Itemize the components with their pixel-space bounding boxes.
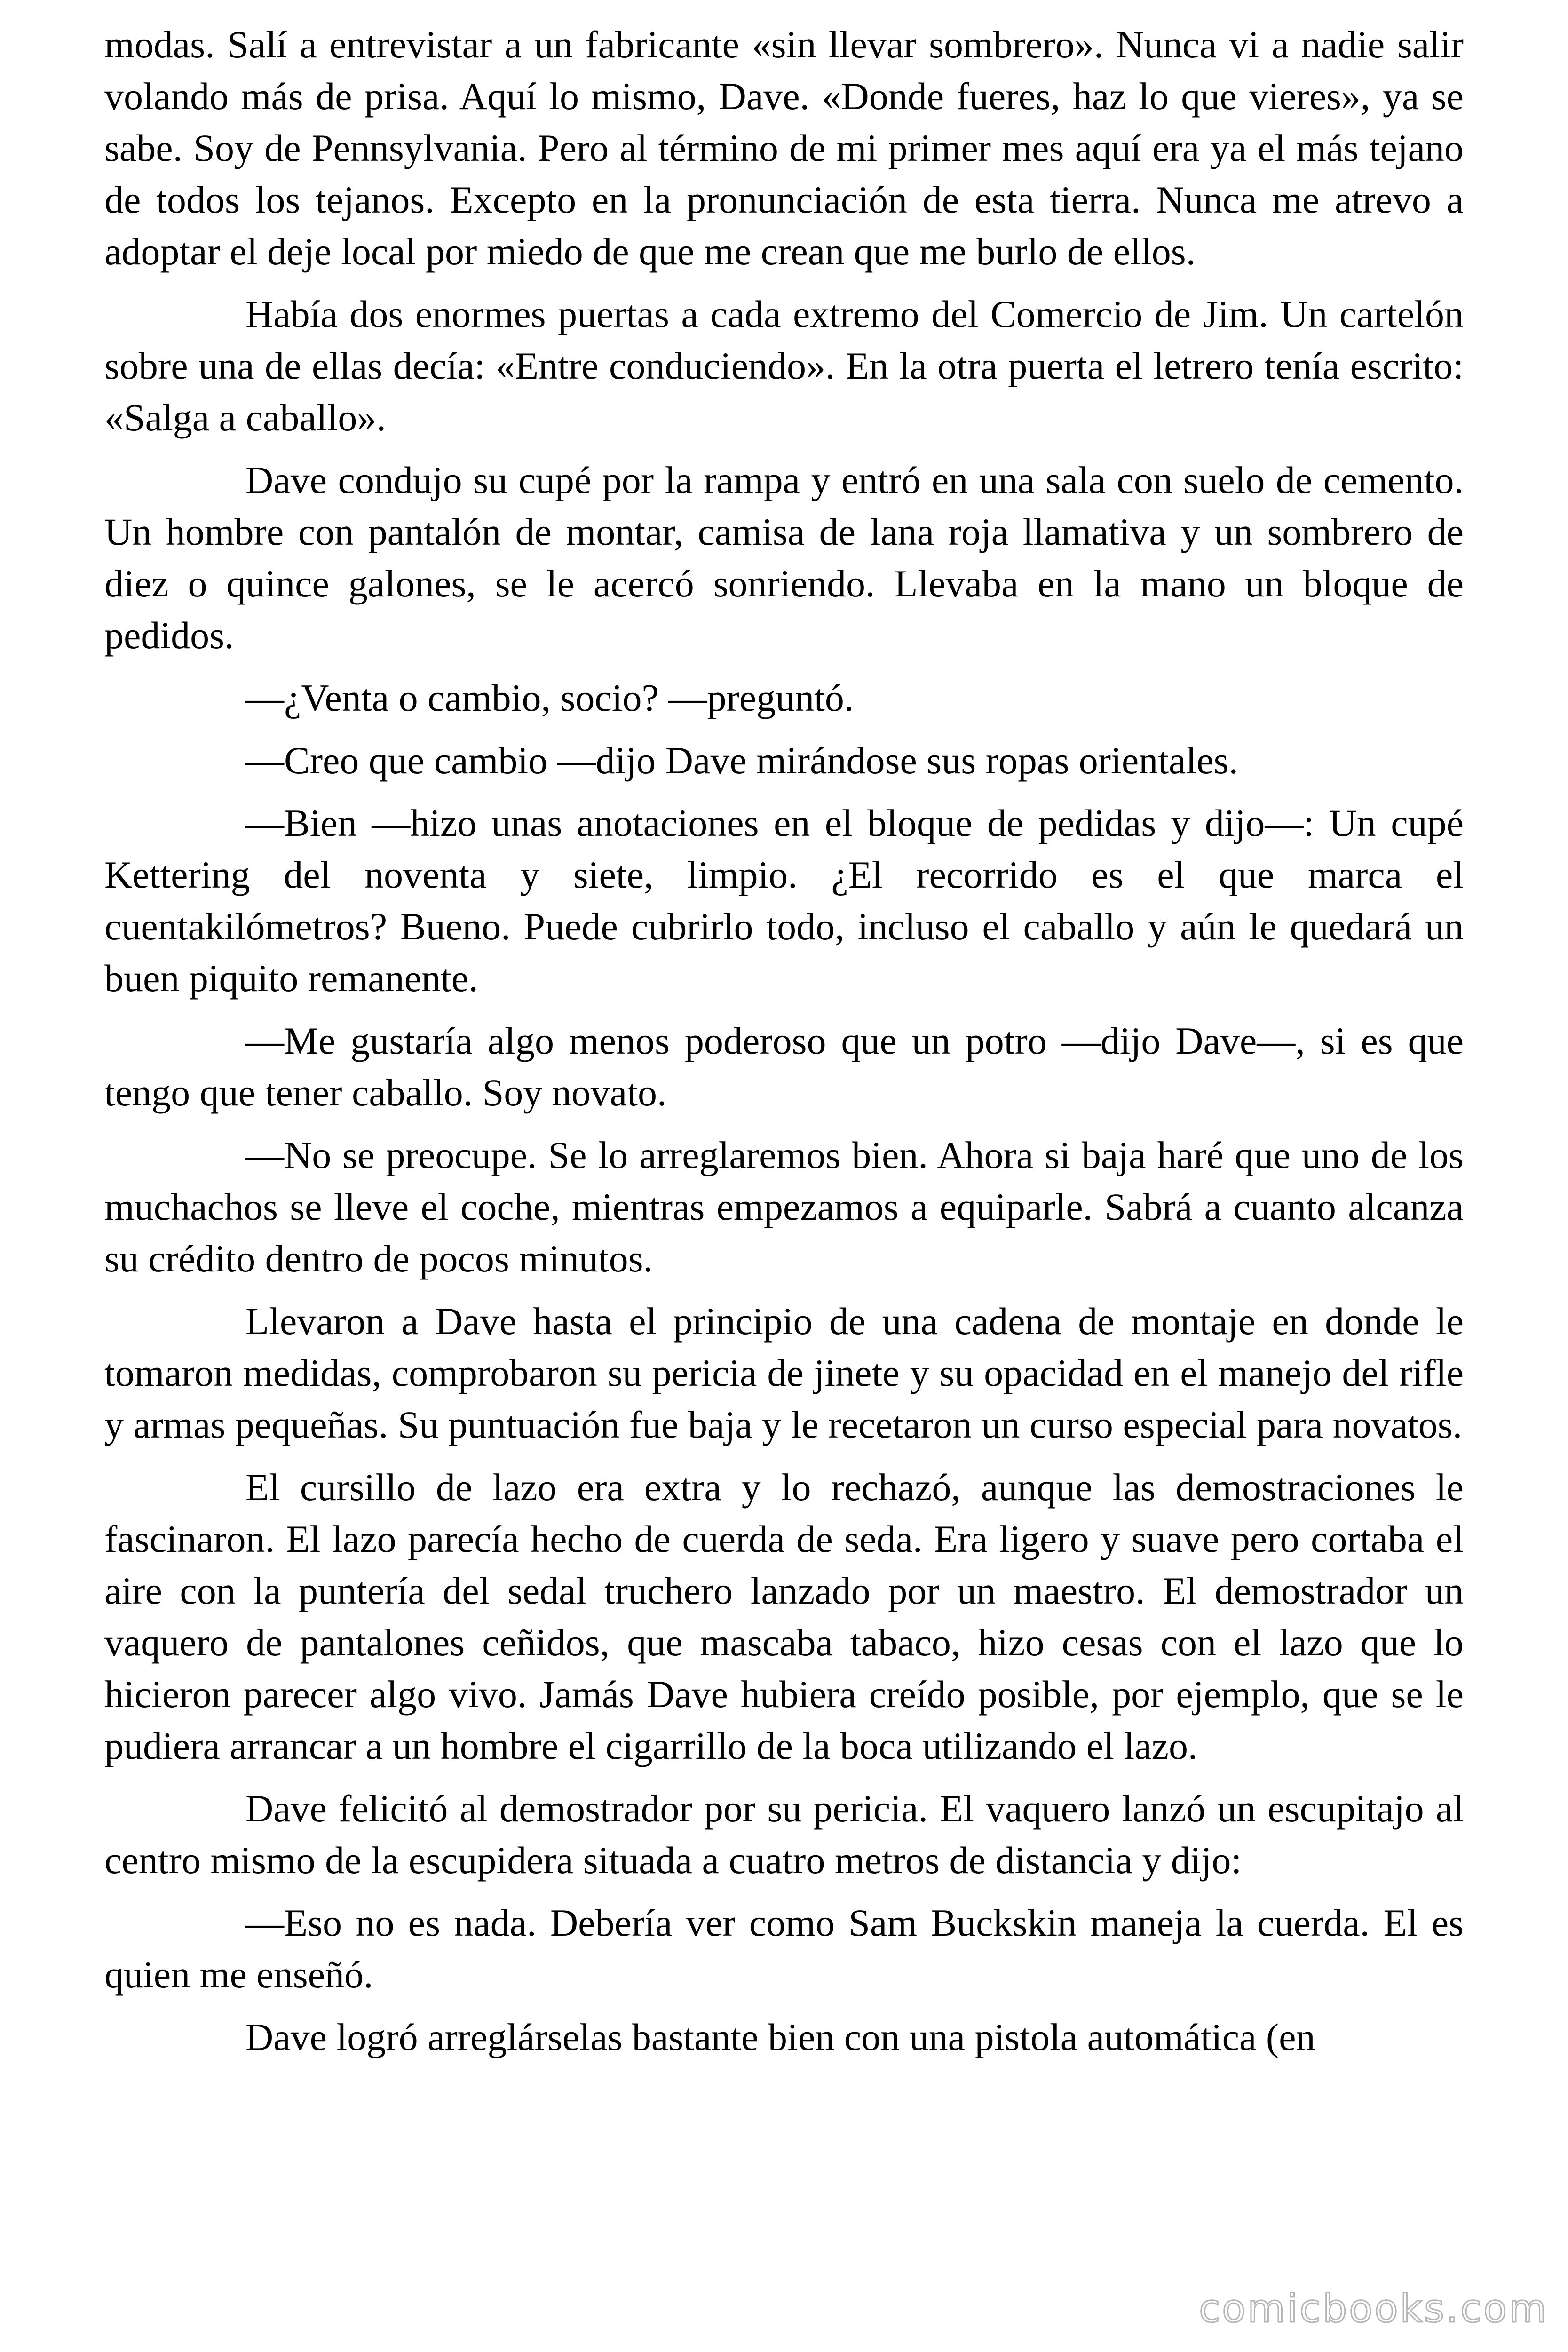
book-page	[104, 19, 1464, 2074]
paragraph-10: El cursillo de lazo era extra y lo rechazó, aunque las demostraciones le fascinaron. El lazo parecía hecho de cuerda de seda. Era ligero y suave pero cortaba el aire con la puntería del sedal truchero lanzado por un maestro. El demostrador un vaquero de pantalones ceñidos, que mascaba tabaco, hizo cesas con el lazo que lo hicieron parecer algo vivo. Jamás Dave hubiera creído posible, por ejemplo, que se le pudiera arrancar a un hombre el cigarrillo de la boca utilizando el lazo.	[104, 1466, 1464, 1767]
paragraph-4: —¿Venta o cambio, socio? —preguntó.	[245, 676, 854, 719]
paragraph-9: Llevaron a Dave hasta el principio de una cadena de montaje en donde le tomaron medidas, comprobaron su pericia de jinete y su opacidad en el manejo del rifle y armas pequeñas. Su puntuación fue baja y le recetaron un curso especial para novatos.	[104, 1300, 1464, 1446]
paragraph-3: Dave condujo su cupé por la rampa y entró en una sala con suelo de cemento. Un hombre con pantalón de montar, camisa de lana roja llamativa y un sombrero de diez o quince galones, se le acercó sonriendo. Llevaba en la mano un bloque de pedidos.	[104, 459, 1464, 657]
paragraph-13: Dave logró arreglárselas bastante bien con una pistola automática (en	[245, 2016, 1315, 2058]
paragraph-1: modas. Salí a entrevistar a un fabricante «sin llevar sombrero». Nunca vi a nadie salir volando más de prisa. Aquí lo mismo, Dave. «Donde fueres, haz lo que vieres», ya se sabe. Soy de Pennsylvania. Pero al término de mi primer mes aquí era ya el más tejano de todos los tejanos. Excepto en la pronunciación de esta tierra. Nunca me atrevo a adoptar el deje local por miedo de que me crean que me burlo de ellos.	[104, 23, 1464, 273]
paragraph-8: —No se preocupe. Se lo arreglaremos bien. Ahora si baja haré que uno de los muchachos se lleve el coche, mientras empezamos a equiparle. Sabrá a cuanto alcanza su crédito dentro de pocos minutos.	[104, 1134, 1464, 1280]
paragraph-5: —Creo que cambio —dijo Dave mirándose sus ropas orientales.	[245, 739, 1238, 782]
paragraph-6: —Bien —hizo unas anotaciones en el bloque de pedidas y dijo—: Un cupé Kettering del noventa y siete, limpio. ¿El recorrido es el que marca el cuentakilómetros? Bueno. Puede cubrirlo todo, incluso el caballo y aún le quedará un buen piquito remanente.	[104, 802, 1464, 1000]
watermark-text: comicbooks.com	[1199, 2287, 1548, 2331]
paragraph-11: Dave felicitó al demostrador por su pericia. El vaquero lanzó un escupitajo al centro mismo de la escupidera situada a cuatro metros de distancia y dijo:	[104, 1787, 1464, 1882]
paragraph-2: Había dos enormes puertas a cada extremo del Comercio de Jim. Un cartelón sobre una de ellas decía: «Entre conduciendo». En la otra puerta el letrero tenía escrito: «Salga a caballo».	[104, 293, 1464, 439]
paragraph-7: —Me gustaría algo menos poderoso que un potro —dijo Dave—, si es que tengo que tener caballo. Soy novato.	[104, 1019, 1464, 1114]
paragraph-12: —Eso no es nada. Debería ver como Sam Buckskin maneja la cuerda. El es quien me enseñó.	[104, 1901, 1464, 1996]
